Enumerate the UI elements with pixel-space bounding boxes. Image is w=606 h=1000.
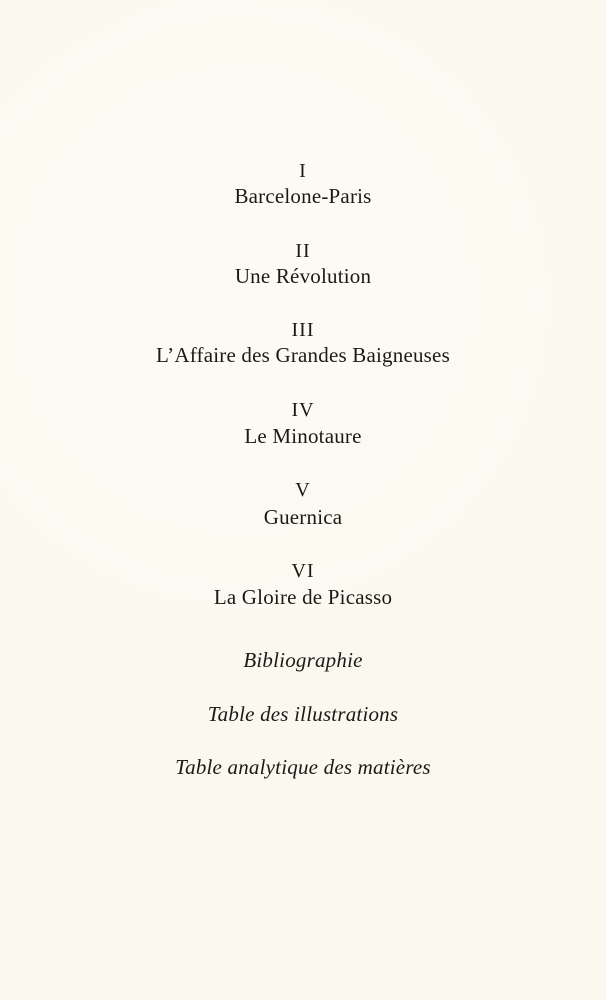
appendix-bibliography: Bibliographie [243,648,363,672]
chapter-numeral: IV [291,399,315,421]
appendix-analytical-index: Table analytique des matières [175,755,431,779]
chapter-numeral: II [295,240,311,262]
chapter-title: Barcelone-Paris [234,184,372,208]
chapter-numeral: I [299,160,307,182]
chapter-title: Une Révolution [234,264,372,288]
chapter-numeral: VI [291,560,315,582]
appendix-illustrations: Table des illustrations [207,702,399,726]
chapter-title: Le Minotaure [244,424,362,448]
chapter-numeral: III [291,319,315,341]
chapter-title: La Gloire de Picasso [213,585,393,609]
chapter-numeral: V [295,479,311,501]
chapter-title: Guernica [263,505,343,529]
chapter-title: L’Affaire des Grandes Baigneuses [156,343,450,367]
